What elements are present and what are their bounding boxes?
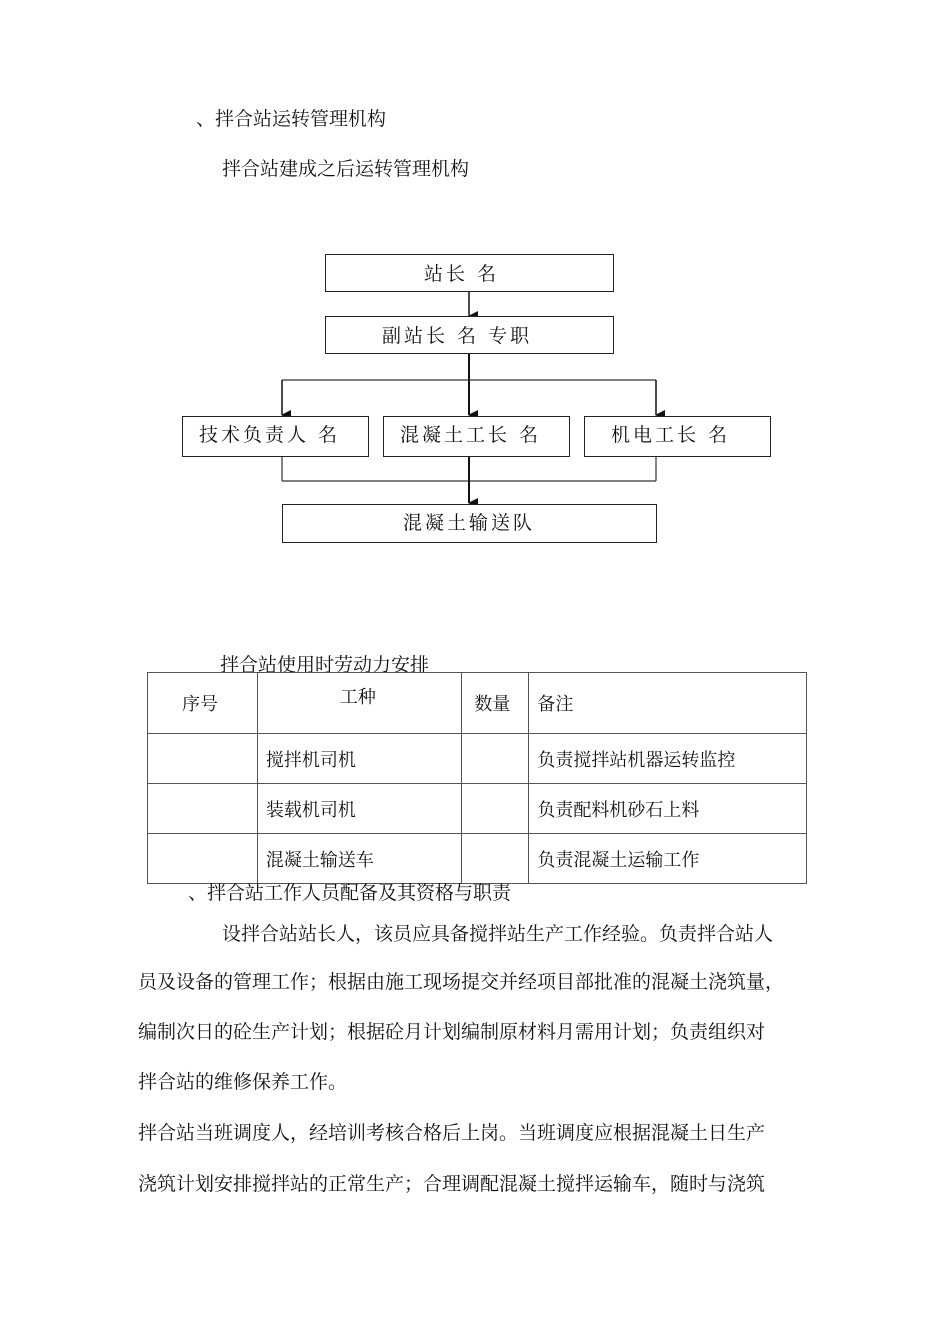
section-heading-management: 、拌合站运转管理机构 <box>196 108 387 130</box>
cell-index <box>148 784 258 834</box>
paragraph-line: 拌合站当班调度人，经培训考核合格后上岗。当班调度应根据混凝土日生产 <box>138 1122 766 1144</box>
org-label-tech-lead: 技术负责人 名 <box>199 424 341 446</box>
header-cell-remarks: 备注 <box>529 673 807 734</box>
cell-index <box>148 734 258 784</box>
table-row <box>148 734 807 784</box>
cell-quantity <box>462 834 529 884</box>
paragraph-line: 设拌合站站长人，该员应具备搅拌站生产工作经验。负责拌合站人 <box>222 923 774 945</box>
org-box-concrete-foreman <box>383 416 570 457</box>
org-box-transport-team <box>282 504 657 543</box>
cell-quantity <box>462 784 529 834</box>
labor-table-caption: 拌合站使用时劳动力安排 <box>220 654 430 676</box>
org-label-station-head: 站长 名 <box>424 263 500 285</box>
org-box-station-head <box>325 254 614 292</box>
header-cell-index: 序号 <box>148 673 258 734</box>
cell-job: 搅拌机司机 <box>257 734 462 784</box>
org-chart-title: 拌合站建成之后运转管理机构 <box>222 158 470 180</box>
org-label-deputy-head: 副站长 名 专职 <box>382 325 533 347</box>
org-box-electromech-foreman <box>584 416 771 457</box>
org-label-concrete-foreman: 混凝土工长 名 <box>400 424 542 446</box>
labor-table <box>147 672 807 884</box>
org-label-electromech-foreman: 机电工长 名 <box>611 424 731 446</box>
paragraph-line: 浇筑计划安排搅拌站的正常生产；合理调配混凝土搅拌运输车，随时与浇筑 <box>138 1173 766 1195</box>
table-row <box>148 784 807 834</box>
cell-index <box>148 834 258 884</box>
header-cell-quantity: 数量 <box>462 673 529 734</box>
cell-quantity <box>462 734 529 784</box>
header-cell-job: 工种 <box>257 673 462 734</box>
cell-job: 装载机司机 <box>257 784 462 834</box>
cell-job: 混凝土输送车 <box>257 834 462 884</box>
paragraph-line: 员及设备的管理工作；根据由施工现场提交并经项目部批准的混凝土浇筑量， <box>138 971 785 993</box>
cell-remarks: 负责配料机砂石上料 <box>529 784 807 834</box>
org-label-transport-team: 混凝土输送队 <box>403 512 536 534</box>
org-box-tech-lead <box>182 416 369 457</box>
table-row <box>148 834 807 884</box>
org-box-deputy-head <box>325 316 614 354</box>
paragraph-line: 拌合站的维修保养工作。 <box>138 1071 348 1093</box>
cell-remarks: 负责混凝土运输工作 <box>529 834 807 884</box>
table-header-row <box>148 673 807 734</box>
section-heading-staffing: 、拌合站工作人员配备及其资格与职责 <box>188 882 512 904</box>
cell-remarks: 负责搅拌站机器运转监控 <box>529 734 807 784</box>
paragraph-line: 编制次日的砼生产计划；根据砼月计划编制原材料月需用计划；负责组织对 <box>138 1021 766 1043</box>
